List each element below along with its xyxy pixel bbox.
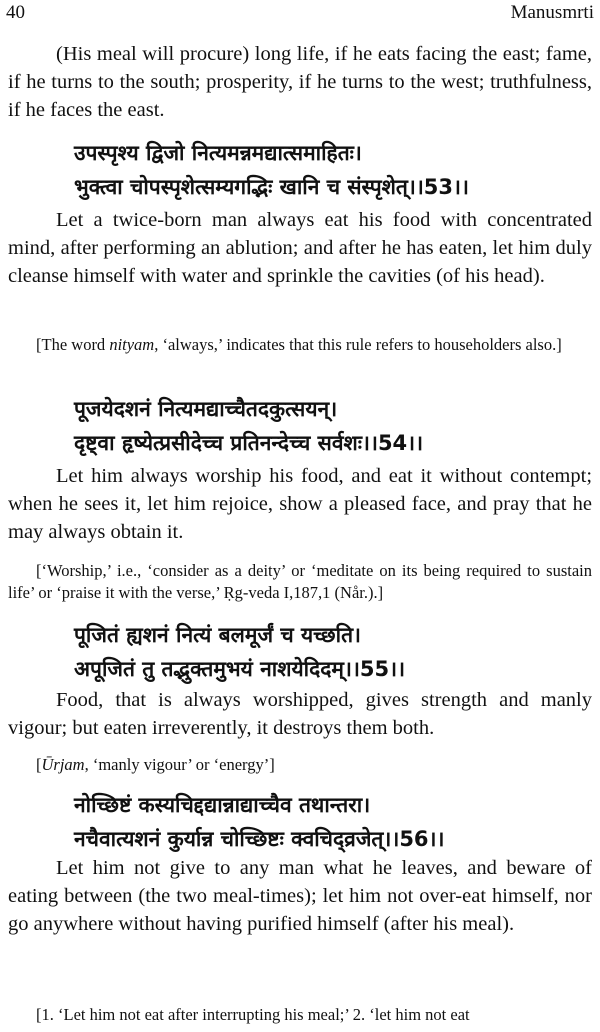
- text-line: beware of eating between (the two meal-times); let him not: [8, 857, 592, 907]
- text-line: sprinkle the cavities (of his head).: [267, 265, 545, 287]
- text-line: the west; truthfulness, if he faces the east.: [8, 71, 593, 121]
- translation-paragraph: [8, 854, 592, 938]
- text-line: Let him always worship his food, and eat it without: [56, 465, 503, 487]
- note-text: , ‘always,’ indicates that this rule refers to householders also.]: [154, 335, 562, 354]
- page-header: [6, 2, 594, 26]
- text-line: face, and pray that he may always obtain it.: [8, 493, 593, 543]
- text-line: Let him not give to any man what he leaves, and: [56, 857, 497, 879]
- text-line: east; fame, if he turns to the south; prosperity, if he turns to: [8, 43, 593, 93]
- verse-line: अपूजितं तु तद्भुक्तमुभयं नाशयेदिदम्।।55।।: [74, 657, 406, 681]
- text-line: over-eat himself, nor go anywhere without having purified: [8, 885, 592, 935]
- note-text: [: [36, 755, 42, 774]
- verse-line: पूजितं ह्यशनं नित्यं बलमूर्जं च यच्छति।: [74, 623, 362, 647]
- running-title: Manusmrti: [510, 2, 594, 23]
- note-italic: nityam: [109, 335, 155, 354]
- text-line: himself (after his meal).: [317, 913, 515, 935]
- translation-paragraph: [8, 206, 592, 290]
- verse-line: नचैवात्यशनं कुर्यान्न चोच्छिष्टः क्वचिद्व्रजेत्।।56।।: [74, 827, 445, 851]
- page-number: 40: [6, 2, 25, 23]
- sanskrit-verse: [74, 618, 592, 686]
- text-line: Food, that is always worshipped, gives strength and: [56, 689, 529, 711]
- translation-paragraph: [8, 462, 592, 546]
- text-line: (His meal will procure) long life, if he eats facing the: [56, 43, 498, 65]
- verse-line: पूजयेदशनं नित्यमद्याच्चैतदकुत्सयन्।: [74, 397, 338, 421]
- text-line: he has eaten, let him duly cleanse himself with water and: [8, 237, 592, 287]
- note-italic: Ūrjam: [41, 755, 85, 774]
- translation-paragraph: [8, 686, 592, 742]
- sanskrit-verse: [74, 788, 592, 856]
- commentary-note: [‘Worship,’ i.e., ‘consider as a deity’ or ‘meditate on its being required to sustain life’ or ‘praise it with the verse,’ Ṛg-veda I,187,1 (Når.).]: [8, 561, 592, 602]
- commentary-note: [8, 334, 592, 356]
- text-line: contempt; when he sees it, let him rejoice, show a pleased: [8, 465, 593, 515]
- note-text: [The word: [36, 335, 110, 354]
- text-line: Let a twice-born man always eat his food with: [56, 209, 478, 231]
- text-line: concentrated mind, after performing an ablution; and after: [8, 209, 593, 259]
- commentary-note: [1. ‘Let him not eat after interrupting his meal;’ 2. ‘let him not eat: [36, 1005, 470, 1024]
- translation-paragraph: [8, 40, 592, 124]
- commentary-note: [8, 754, 592, 776]
- sanskrit-verse: [74, 136, 592, 204]
- sanskrit-verse: [74, 392, 592, 460]
- verse-line: उपस्पृश्य द्विजो नित्यमन्नमद्यात्समाहितः।: [74, 141, 362, 165]
- verse-line: दृष्ट्वा हृष्येत्प्रसीदेच्च प्रतिनन्देच्च सर्वशः।।54।।: [74, 431, 424, 455]
- note-text: , ‘manly vigour’ or ‘energy’]: [84, 755, 275, 774]
- text-line: manly vigour; but eaten irreverently, it destroys them both.: [8, 689, 593, 739]
- verse-line: भुक्त्वा चोपस्पृशेत्सम्यगद्भिः खानि च संस्पृशेत्।।53।।: [74, 175, 469, 199]
- verse-line: नोच्छिष्टं कस्यचिद्दद्यान्नाद्याच्चैव तथान्तरा।: [74, 793, 371, 817]
